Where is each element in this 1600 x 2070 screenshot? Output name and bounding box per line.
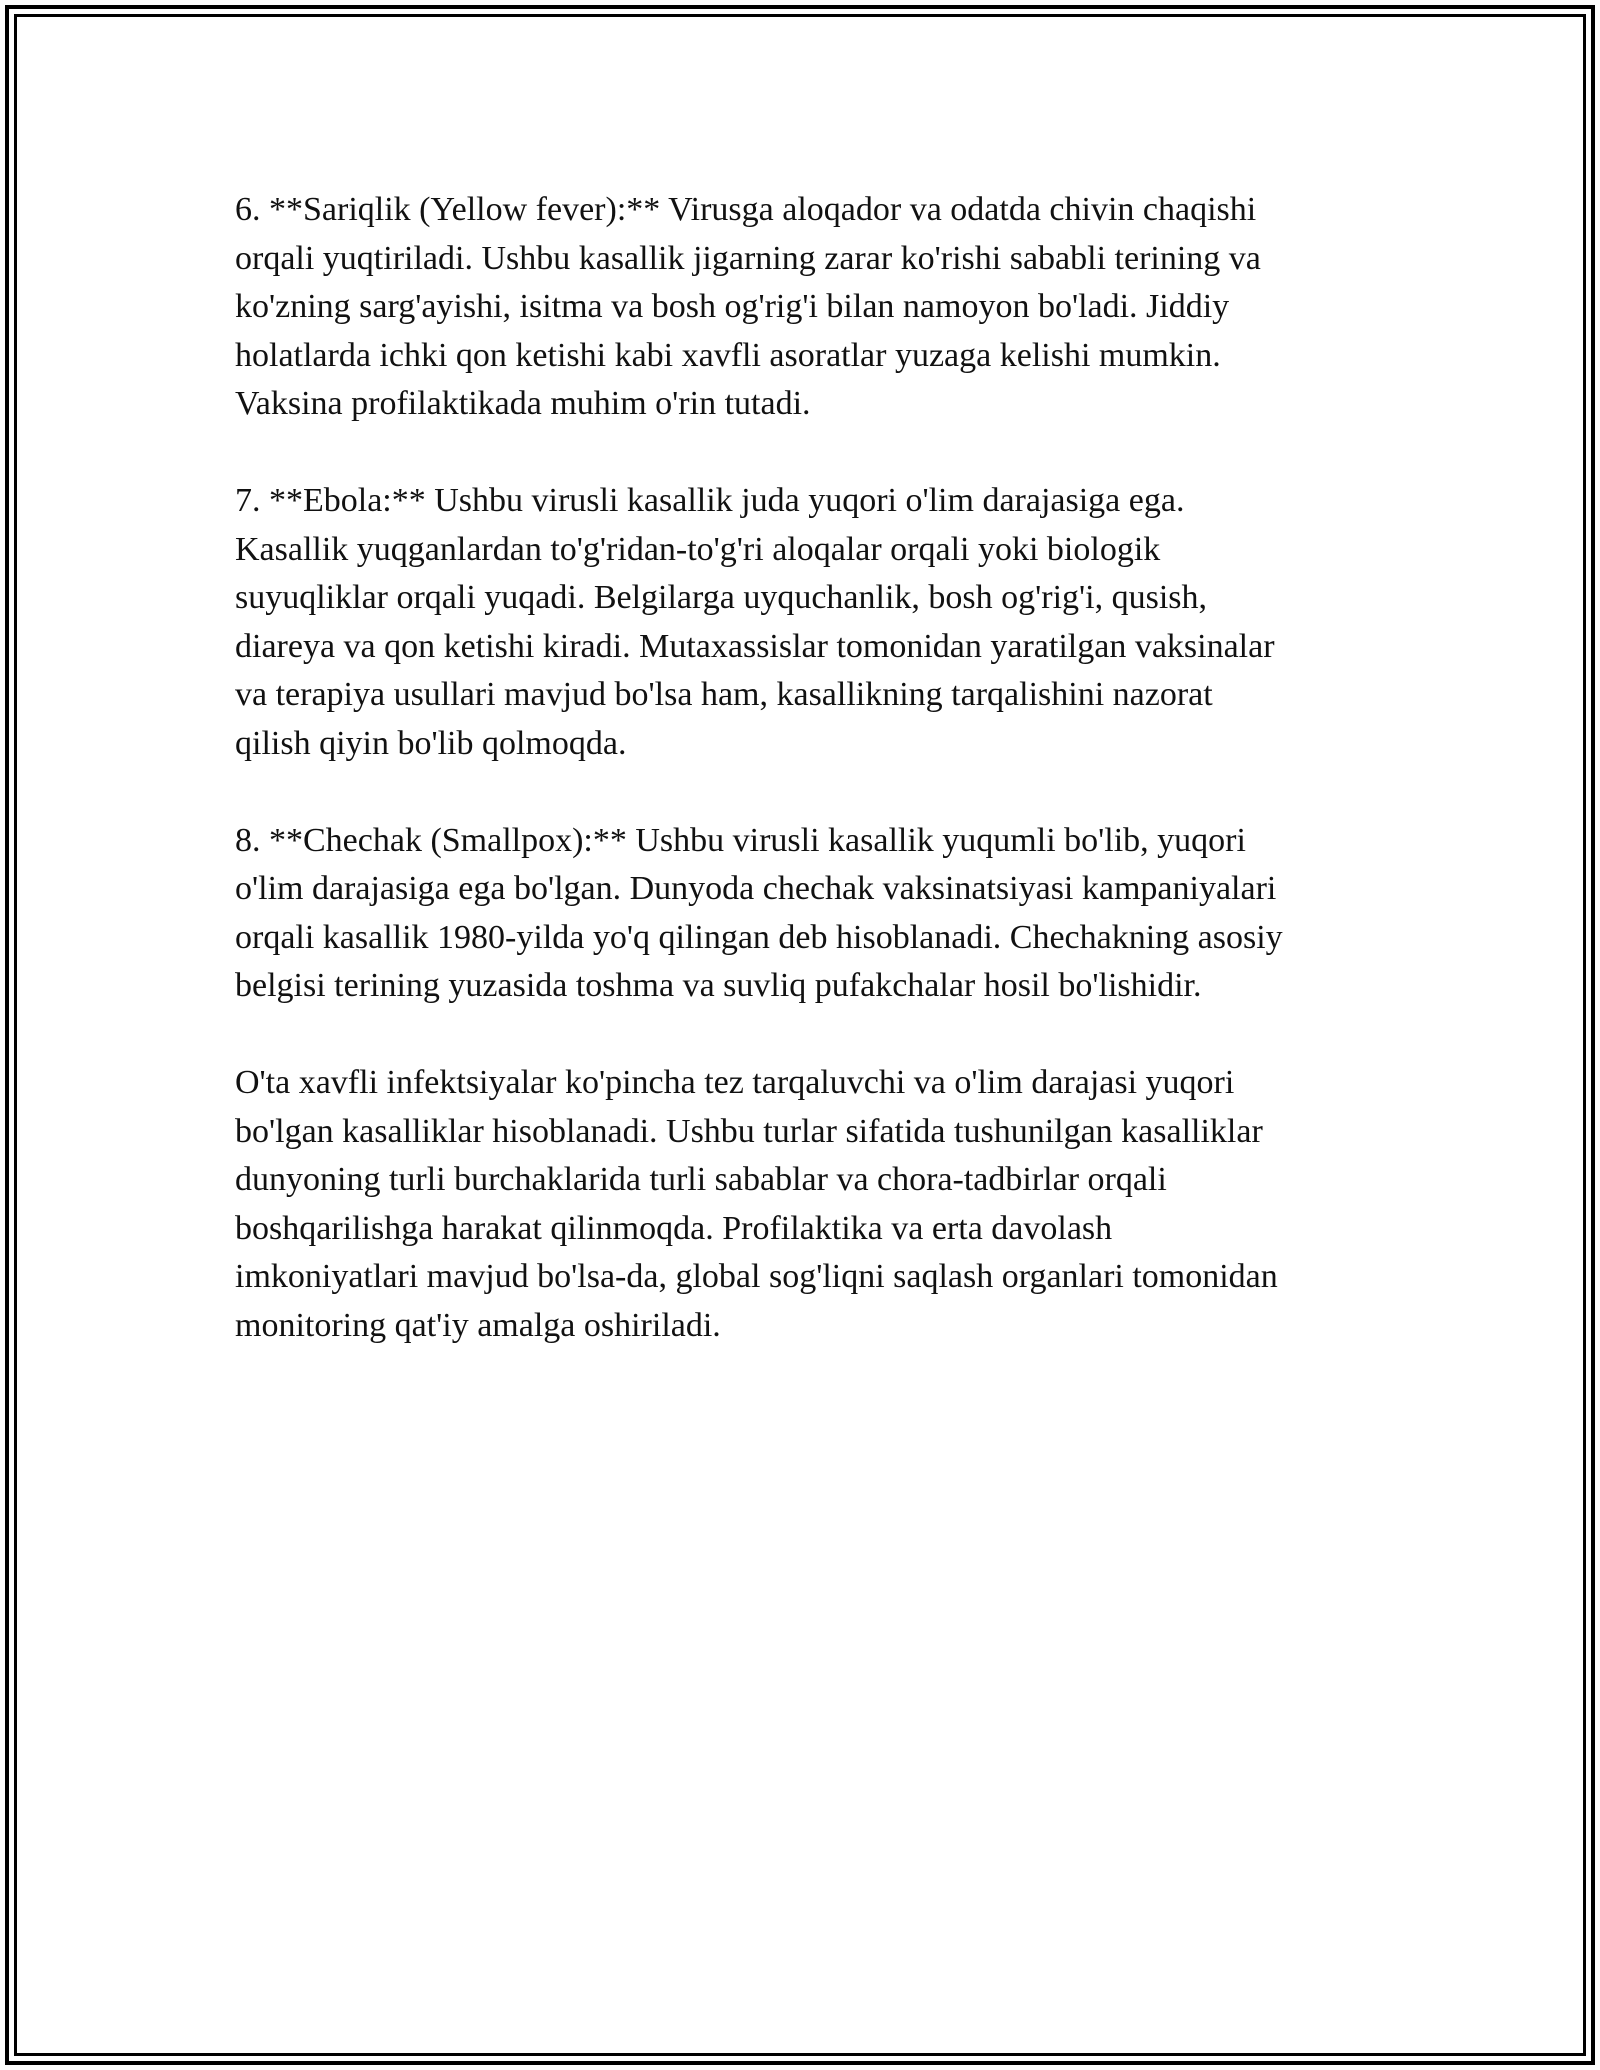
paragraph-conclusion: O'ta xavfli infektsiyalar ko'pincha tez tarqaluvchi va o'lim darajasi yuqori bo'lgan kasalliklar hisoblanadi. Ushbu turlar sifatida tushunilgan kasalliklar dunyoning turli burchaklarida turli sabablar va chora-tadbirlar orqali boshqarilishga harakat qilinmoqda. Profilaktika va erta davolash imkoniyatlari mavjud bo'lsa-da, global sog'liqni saqlash organlari tomonidan monitoring qat'iy amalga oshiriladi. <box>235 1064 1278 1344</box>
paragraph-smallpox: 8. **Chechak (Smallpox):** Ushbu virusli kasallik yuqumli bo'lib, yuqori o'lim darajasiga ega bo'lgan. Dunyoda chechak vaksinatsiyasi kampaniyalari orqali kasallik 1980-yilda yo'q qilingan deb hisoblanadi. Chechakning asosiy belgisi terining yuzasida toshma va suvliq pufakchalar hosil bo'lishidir. <box>235 821 1283 1004</box>
paragraph-yellow-fever: 6. **Sariqlik (Yellow fever):** Virusga aloqador va odatda chivin chaqishi orqali yuqtiriladi. Ushbu kasallik jigarning zarar ko'rishi sababli terining va ko'zning sarg'ayishi, isitma va bosh og'rig'i bilan namoyon bo'ladi. Jiddiy holatlarda ichki qon ketishi kabi xavfli asoratlar yuzaga kelishi mumkin. Vaksina profilaktikada muhim o'rin tutadi. <box>235 191 1261 422</box>
paragraph-ebola: 7. **Ebola:** Ushbu virusli kasallik juda yuqori o'lim darajasiga ega. Kasallik yuqganlardan to'g'ridan-to'g'ri aloqalar orqali yoki biologik suyuqliklar orqali yuqadi. Belgilarga uyquchanlik, bosh og'rig'i, qusish, diareya va qon ketishi kiradi. Mutaxassislar tomonidan yaratilgan vaksinalar va terapiya usullari mavjud bo'lsa ham, kasallikning tarqalishini nazorat qilish qiyin bo'lib qolmoqda. <box>235 482 1275 762</box>
document-body <box>235 186 1365 1350</box>
